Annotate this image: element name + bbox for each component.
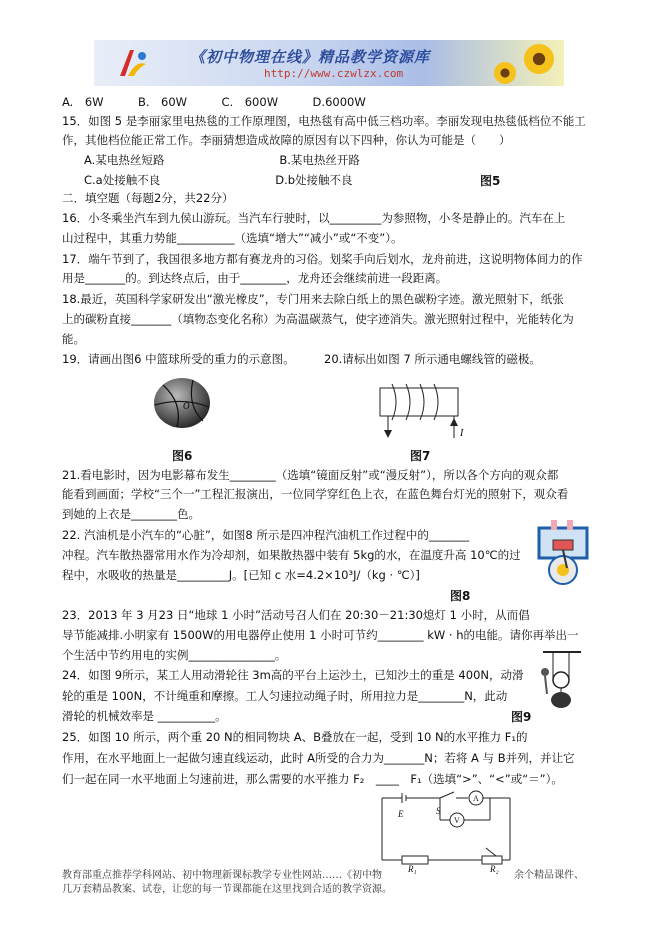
q22-text: 程中，水吸收的热量是_________J。[已知 c 水=4.2×10³J/（kg · ℃）] [62, 568, 420, 582]
q24-text: 24．如图 9所示，某工人用动滑轮往 3m高的平台上运沙土，已知沙土的重是 400N，动滑 [62, 668, 524, 682]
banner-url[interactable]: http://www.czwlzx.com [264, 67, 404, 80]
q22-text: 22. 汽油机是小汽车的“心脏”，如图8 所示是四冲程汽油机工作过程中的_______ [62, 528, 470, 542]
q16-text: 山过程中，其重力势能__________（选填“增大”“减小”或“不变”）。 [62, 231, 403, 245]
sunflower-icon [524, 44, 554, 74]
figure-8-label: 图8 [450, 589, 471, 603]
q25-text: 作用，在水平地面上一起做匀速直线运动，此时 A所受的合力为_______N；若将 A 与 B并列，并让它 [62, 751, 575, 765]
figure-5-label: 图5 [480, 174, 501, 188]
q18-text: 能。 [62, 332, 85, 346]
q24-text: 轮的重是 100N，不计绳重和摩擦。工人匀速拉动绳子时，所用拉力是________N，此动 [62, 689, 508, 703]
q18-text: 上的碳粉直接_______（填物态变化名称）为高温碳蒸气，使字迹消失。激光照射过程中，光能转化为 [62, 312, 574, 326]
q23-text: 导节能减排.小明家有 1500W的用电器停止使用 1 小时可节约________ kW · h的电能。请你再举出一 [62, 628, 579, 642]
q23-text: 个生活中节约用电的实例_______________。 [62, 648, 287, 662]
current-label: I [460, 428, 464, 439]
footer-line: 教育部重点推荐学科网站、初中物理新课标教学专业性网站……《初中物 [62, 870, 382, 881]
q23-text: 23．2013 年 3 月23 日“地球 1 小时”活动号召人们在 20:30－21:30熄灯 1 小时，从而倡 [62, 608, 530, 622]
q21-text: 到她的上衣是________色。 [62, 507, 200, 521]
resistor1-label: R₁ [408, 864, 417, 874]
header-banner [94, 40, 564, 86]
pulley-figure [537, 650, 587, 710]
q18-text: 18.最近，英国科学家研发出“激光橡皮”，专门用来去除白纸上的黑色碳粉字迹。激光照射下，纸张 [62, 292, 564, 306]
q21-text: 21.看电影时，因为电影幕布发生________（选填“镜面反射”或“漫反射”），所以各个方向的观众都 [62, 468, 559, 482]
figure-6-label: 图6 [172, 449, 193, 463]
q22-text: 冲程。汽车散热器常用水作为冷却剂，如果散热器中装有 5kg的水，在温度升高 10℃的过 [62, 548, 521, 562]
q15-text: 作，其他档位能正常工作。李丽猜想造成故障的原因有以下四种，你认为可能是（ ） [62, 133, 511, 147]
resistor2-label: R₂ [490, 864, 499, 874]
sunflower-icon [494, 62, 516, 84]
q14-options: A. 6W B. 60W C. 600W D.6000W [62, 95, 366, 109]
q17-text: 17．端午节到了，我国很多地方都有赛龙舟的习俗。划桨手向后划水，龙舟前进，这说明物体间力的作 [62, 252, 583, 266]
solenoid-figure [370, 380, 470, 442]
battery-label: E [398, 809, 404, 819]
voltmeter-label: V [454, 816, 460, 825]
circuit-diagram [378, 790, 518, 874]
figure-9-label: 图9 [511, 710, 532, 724]
site-logo-icon [116, 46, 150, 80]
figure-7-label: 图7 [410, 449, 431, 463]
footer-line: 余个精品课件、 [514, 870, 584, 881]
q17-text: 用是_______的。到达终点后，由于________，龙舟还会继续前进一段距离。 [62, 271, 448, 285]
q25-text: 25．如图 10 所示，两个重 20 N的相同物块 A、B叠放在一起，受到 10 N的水平推力 F₁的 [62, 730, 528, 744]
ammeter-label: A [473, 794, 479, 803]
q15-options: A.某电热丝短路 B.某电热丝开路 [84, 153, 360, 167]
q15-text: 15．如图 5 是李丽家里电热毯的工作原理图，电热毯有高中低三档功率。李丽发现电热毯低档位不能工 [62, 114, 586, 128]
q19-text: 19．请画出图6 中篮球所受的重力的示意图。 [62, 352, 295, 366]
q25-text: 们一起在同一水平地面上匀速前进，那么需要的水平推力 F₂ ____ F₁（选填“>”、“<”或“＝”）。 [62, 772, 563, 786]
center-point-label: O [183, 401, 190, 411]
basketball-figure [153, 377, 211, 429]
switch-label: S [436, 806, 441, 816]
q21-text: 能看到画面；学校“三个一”工程汇报演出，一位同学穿红色上衣，在蓝色舞台灯光的照射下，观众看 [62, 487, 569, 501]
section-heading: 二．填空题（每题2分，共22分） [62, 191, 234, 205]
engine-figure [533, 518, 593, 586]
banner-title: 《初中物理在线》精品教学资源库 [190, 48, 431, 66]
q24-text: 滑轮的机械效率是 __________。 [62, 709, 227, 723]
q15-options: C.a处接触不良 D.b处接触不良 [84, 173, 353, 187]
q20-text: 20.请标出如图 7 所示通电螺线管的磁极。 [324, 352, 541, 366]
q16-text: 16．小冬乘坐汽车到九侯山游玩。当汽车行驶时，以_________为参照物，小冬是静止的。汽车在上 [62, 211, 566, 225]
footer-line: 几万套精品教案、试卷，让您的每一节课都能在这里找到合适的教学资源。 [62, 884, 392, 895]
